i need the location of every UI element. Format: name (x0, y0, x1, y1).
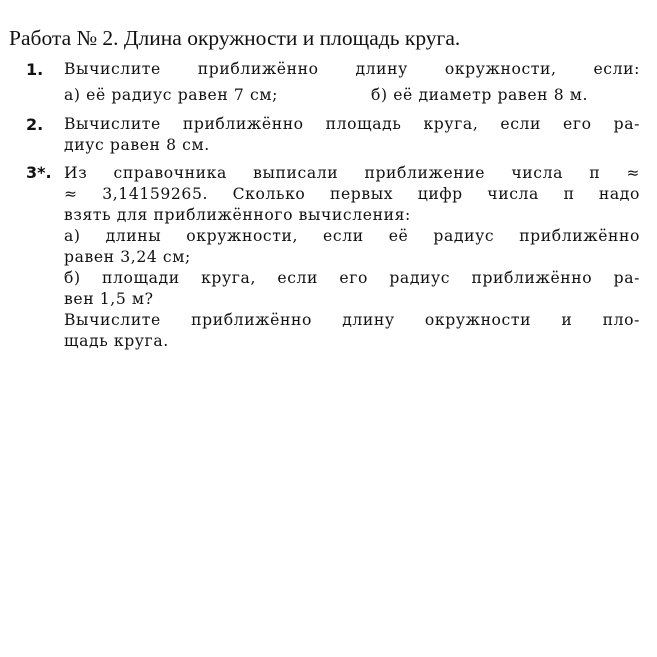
problem-3-line-3: взять для приближённого вычисления: (64, 206, 411, 224)
problem-1-part-a: а) её радиус равен 7 см; (64, 86, 278, 104)
problem-2-number: 2. (26, 115, 44, 134)
problem-2-line-1: Вычислите приближённо площадь круга, если его ра- (64, 115, 640, 133)
problem-3-line-1: Из справочника выписали приближение числа π ≈ (64, 164, 640, 182)
problem-2-line-2: диус равен 8 см. (64, 136, 210, 154)
problem-1-part-b: б) её диаметр равен 8 м. (371, 86, 589, 104)
problem-3-line-2: ≈ 3,14159265. Сколько первых цифр числа π надо (64, 185, 640, 203)
problem-3-line-7: вен 1,5 м? (64, 290, 154, 308)
problem-3-line-9: щадь круга. (64, 332, 169, 350)
problem-1-line-1: Вычислите приближённо длину окружности, если: (64, 60, 640, 78)
problem-3-line-8: Вычислите приближённо длину окружности и пло- (64, 311, 640, 329)
worksheet-title: Работа № 2. Длина окружности и площадь круга. (9, 26, 461, 50)
problem-3-line-5: равен 3,24 см; (64, 248, 191, 266)
problem-3-line-4: а) длины окружности, если её радиус приближённо (64, 227, 640, 245)
problem-3-number: 3*. (26, 163, 52, 182)
problem-1-number: 1. (26, 60, 44, 79)
problem-3-line-6: б) площади круга, если его радиус приближённо ра- (64, 269, 640, 287)
